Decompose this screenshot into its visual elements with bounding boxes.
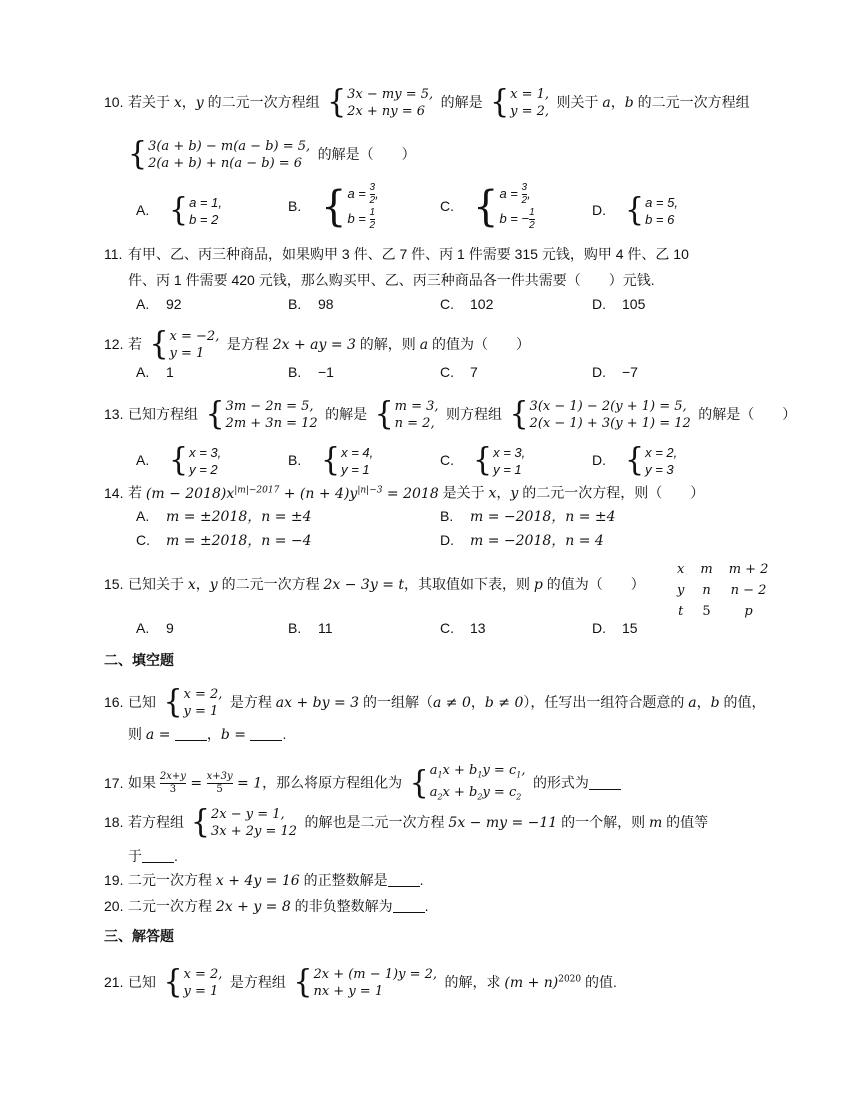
question-10: 10. 若关于 x，y 的二元一次方程组 { 3x − my = 5, 2x + ny = 6 的解是 { x = 1, y = 2, 则关于 a，b 的二元一次方程组 xyxy=(104,84,750,121)
question-11-options xyxy=(136,296,800,318)
question-18-line2: 于 . xyxy=(128,848,178,864)
answer-blank[interactable] xyxy=(250,726,282,741)
option-b[interactable]: B. { x = 4, y = 1 xyxy=(288,442,374,479)
option-a[interactable]: A. 9 xyxy=(136,620,174,636)
answer-blank[interactable] xyxy=(589,775,621,790)
value-table: x m m + 2 y n n − 2 t 5 p xyxy=(677,562,769,619)
section-heading-fill: 二、填空题 xyxy=(104,652,174,668)
question-18: 18. 若方程组 { 2x − y = 1, 3x + 2y = 12 的解也是二元一次方程 5x − my = −11 的一个解，则 m 的值等 xyxy=(104,804,709,841)
option-d[interactable]: D. { a = 5, b = 6 xyxy=(592,192,678,229)
question-13: 13. 已知方程组 { 3m − 2n = 5, 2m + 3n = 12 的解是 { m = 3, n = 2, 则方程组 { 3(x − 1) − 2(y + 1) = 5, 2(x − 1) + 3(y + 1) = 12 的解是（ ） xyxy=(104,396,797,433)
option-d[interactable]: D. m = −2018，n = 4 xyxy=(440,532,604,549)
section-heading-solve: 三、解答题 xyxy=(104,928,174,944)
question-14-options-row2 xyxy=(136,530,800,552)
question-14: 14. 若 $(m - 2018)x^{|m|-2017} + (n + 4)y^{|n|-3} = 2018$ 是关于 x，y 的二元一次方程，则（ ） xyxy=(104,484,705,502)
question-13-options xyxy=(136,442,800,479)
question-12: 12. 若 { x = −2, y = 1 是方程 2x + ay = 3 的解，则 a 的值为（ ） xyxy=(104,326,530,363)
option-a[interactable]: A. { a = 1, b = 2 xyxy=(136,192,222,229)
option-b[interactable]: B. { a = $\frac{3}{2}$ , b = $\frac{1}{2}$ xyxy=(288,182,379,232)
question-11: 11. 有甲、乙、丙三种商品，如果购甲 3 件、乙 7 件、丙 1 件需要 315 元钱，购甲 4 件、乙 10 xyxy=(104,246,689,262)
option-d[interactable]: D. −7 xyxy=(592,364,638,380)
question-10-options xyxy=(136,182,800,232)
option-a[interactable]: A. 92 xyxy=(136,296,182,312)
option-a[interactable]: A. 1 xyxy=(136,364,174,380)
answer-blank[interactable] xyxy=(388,872,420,887)
question-number: 10. xyxy=(104,94,124,110)
option-c[interactable]: C. 7 xyxy=(440,364,478,380)
answer-blank[interactable] xyxy=(393,898,425,913)
question-16: 16. 已知 { x = 2, y = 1 是方程 ax + by = 3 的一组解（a ≠ 0，b ≠ 0），任写出一组符合题意的 a，b 的值， xyxy=(104,684,766,721)
option-c[interactable]: C. { x = 3, y = 1 xyxy=(440,442,526,479)
option-c[interactable]: C. { a = $\frac{3}{2}$ , b = − $\frac{1}{2}$ xyxy=(440,182,535,232)
option-b[interactable]: B. 11 xyxy=(288,620,333,636)
option-a[interactable]: A. m = ±2018，n = ±4 xyxy=(136,508,312,525)
option-c[interactable]: C. 102 xyxy=(440,296,494,312)
question-21: 21. 已知 { x = 2, y = 1 是方程组 { 2x + (m − 1)y = 2, nx + y = 1 的解，求 $(m + n)^{2020}$ 的值. xyxy=(104,964,617,1001)
option-c[interactable]: C. m = ±2018，n = −4 xyxy=(136,532,312,549)
answer-blank[interactable] xyxy=(142,848,174,863)
option-d[interactable]: D. { x = 2, y = 3 xyxy=(592,442,678,479)
option-c[interactable]: C. 13 xyxy=(440,620,486,636)
question-14-options-row1 xyxy=(136,506,800,528)
question-17: 17. 如果 $\frac{2x+y}{3}$ = $\frac{x+3y}{5}$ = 1，那么将原方程组化为 { $a_1x + b_1y = c_1$, $a_2x + b_2y = c_2$ 的形式为 xyxy=(104,762,800,805)
question-15: 15. 已知关于 x，y 的二元一次方程 2x − 3y = t，其取值如下表，则 p 的值为（ ） xyxy=(104,576,645,593)
answer-blank[interactable] xyxy=(175,726,207,741)
option-b[interactable]: B. −1 xyxy=(288,364,334,380)
option-b[interactable]: B. 98 xyxy=(288,296,334,312)
question-16-line2: 则 a = ，b = . xyxy=(128,726,287,743)
question-11-line2: 件、丙 1 件需要 420 元钱，那么购买甲、乙、丙三种商品各一件共需要（ ）元钱. xyxy=(128,272,655,288)
question-10-line2: { 3(a + b) − m(a − b) = 5, 2(a + b) + n(a − b) = 6 的解是（ ） xyxy=(128,136,416,173)
question-15-options xyxy=(136,620,800,642)
option-b[interactable]: B. m = −2018，n = ±4 xyxy=(440,508,616,525)
option-d[interactable]: D. 105 xyxy=(592,296,646,312)
question-20: 20. 二元一次方程 2x + y = 8 的非负整数解为 . xyxy=(104,898,429,915)
question-12-options xyxy=(136,364,800,386)
option-a[interactable]: A. { x = 3, y = 2 xyxy=(136,442,222,479)
option-d[interactable]: D. 15 xyxy=(592,620,638,636)
question-19: 19. 二元一次方程 x + 4y = 16 的正整数解是 . xyxy=(104,872,424,889)
